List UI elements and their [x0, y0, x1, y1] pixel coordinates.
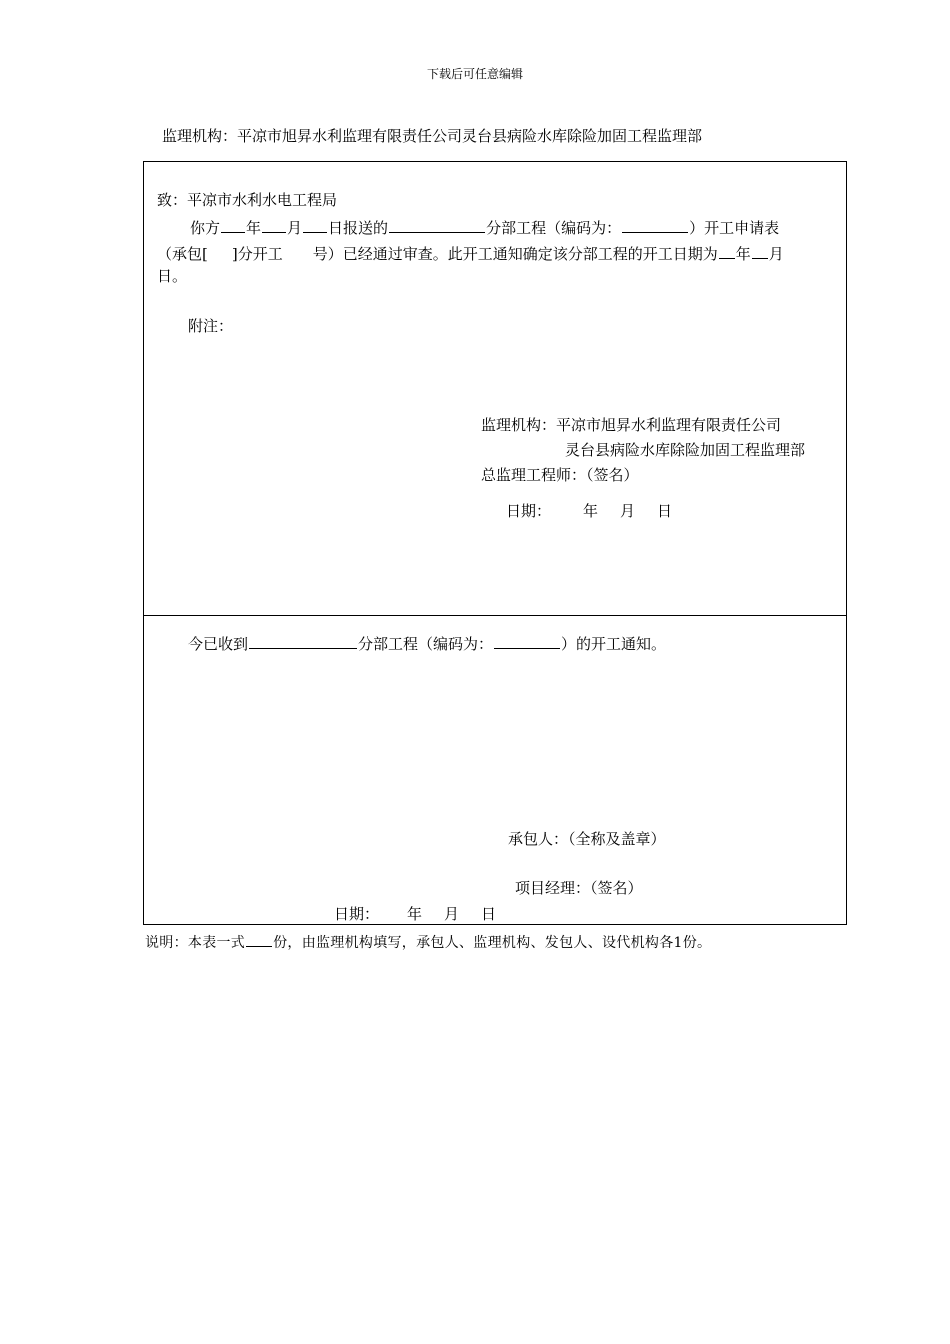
date-month: 月 — [444, 905, 460, 923]
blank-subproject[interactable] — [389, 218, 485, 233]
blank-day[interactable] — [303, 218, 327, 233]
blank-received-subproject[interactable] — [249, 634, 357, 649]
text: ]分开工 — [231, 245, 283, 263]
text: 号）已经通过审查。此开工通知确定该分部工程的开工日期为 — [312, 245, 718, 263]
date-label: 日期： — [506, 502, 552, 520]
text: 份，由监理机构填写，承包人、监理机构、发包人、设代机构各1份。 — [273, 935, 712, 951]
section-divider — [144, 615, 846, 616]
receipt-date — [334, 907, 496, 922]
notice-paragraph-line2 — [157, 244, 784, 262]
date-day: 日 — [481, 905, 497, 923]
date-month: 月 — [620, 502, 636, 520]
sign-org-line1: 监理机构：平凉市旭昇水利监理有限责任公司 — [481, 416, 782, 434]
text: （承包[ — [157, 245, 208, 263]
text: 月 — [768, 245, 784, 263]
notice-form — [143, 161, 847, 925]
blank-month[interactable] — [262, 218, 286, 233]
footnote — [145, 933, 711, 950]
blank-copies[interactable] — [246, 933, 272, 947]
text: 年 — [246, 219, 262, 237]
manager-signature: 项目经理：（签名） — [515, 879, 643, 897]
text: 月 — [287, 219, 303, 237]
text: 说明：本表一式 — [145, 935, 246, 951]
chief-engineer-signature: 总监理工程师：（签名） — [481, 466, 639, 484]
download-note: 下载后可任意编辑 — [426, 67, 523, 81]
blank-year[interactable] — [221, 218, 245, 233]
blank-code[interactable] — [622, 218, 688, 233]
text: ）的开工通知。 — [561, 635, 667, 653]
text: 年 — [735, 245, 751, 263]
notice-paragraph-line3: 日。 — [157, 267, 188, 285]
text: 今已收到 — [188, 635, 249, 653]
date-year: 年 — [583, 502, 599, 520]
remark-label: 附注： — [188, 317, 234, 335]
addressee: 致：平凉市水利水电工程局 — [157, 191, 338, 209]
supervision-org-line: 监理机构：平凉市旭昇水利监理有限责任公司灵台县病险水库除险加固工程监理部 — [162, 127, 703, 145]
text: 分部工程（编码为： — [486, 219, 622, 237]
blank-start-month[interactable] — [752, 244, 768, 259]
contractor-signature: 承包人：（全称及盖章） — [508, 830, 666, 848]
receipt-text — [188, 634, 666, 652]
text: ）开工申请表 — [689, 219, 780, 237]
blank-start-year[interactable] — [719, 244, 735, 259]
text: 日报送的 — [328, 219, 389, 237]
notice-paragraph-line1 — [190, 218, 779, 236]
date-day: 日 — [657, 502, 673, 520]
sign-org-line2: 灵台县病险水库除险加固工程监理部 — [565, 441, 806, 459]
date-year: 年 — [407, 905, 423, 923]
date-label: 日期： — [334, 905, 380, 923]
text: 你方 — [190, 219, 221, 237]
blank-received-code[interactable] — [494, 634, 560, 649]
text: 分部工程（编码为： — [358, 635, 494, 653]
notice-date — [506, 504, 672, 519]
